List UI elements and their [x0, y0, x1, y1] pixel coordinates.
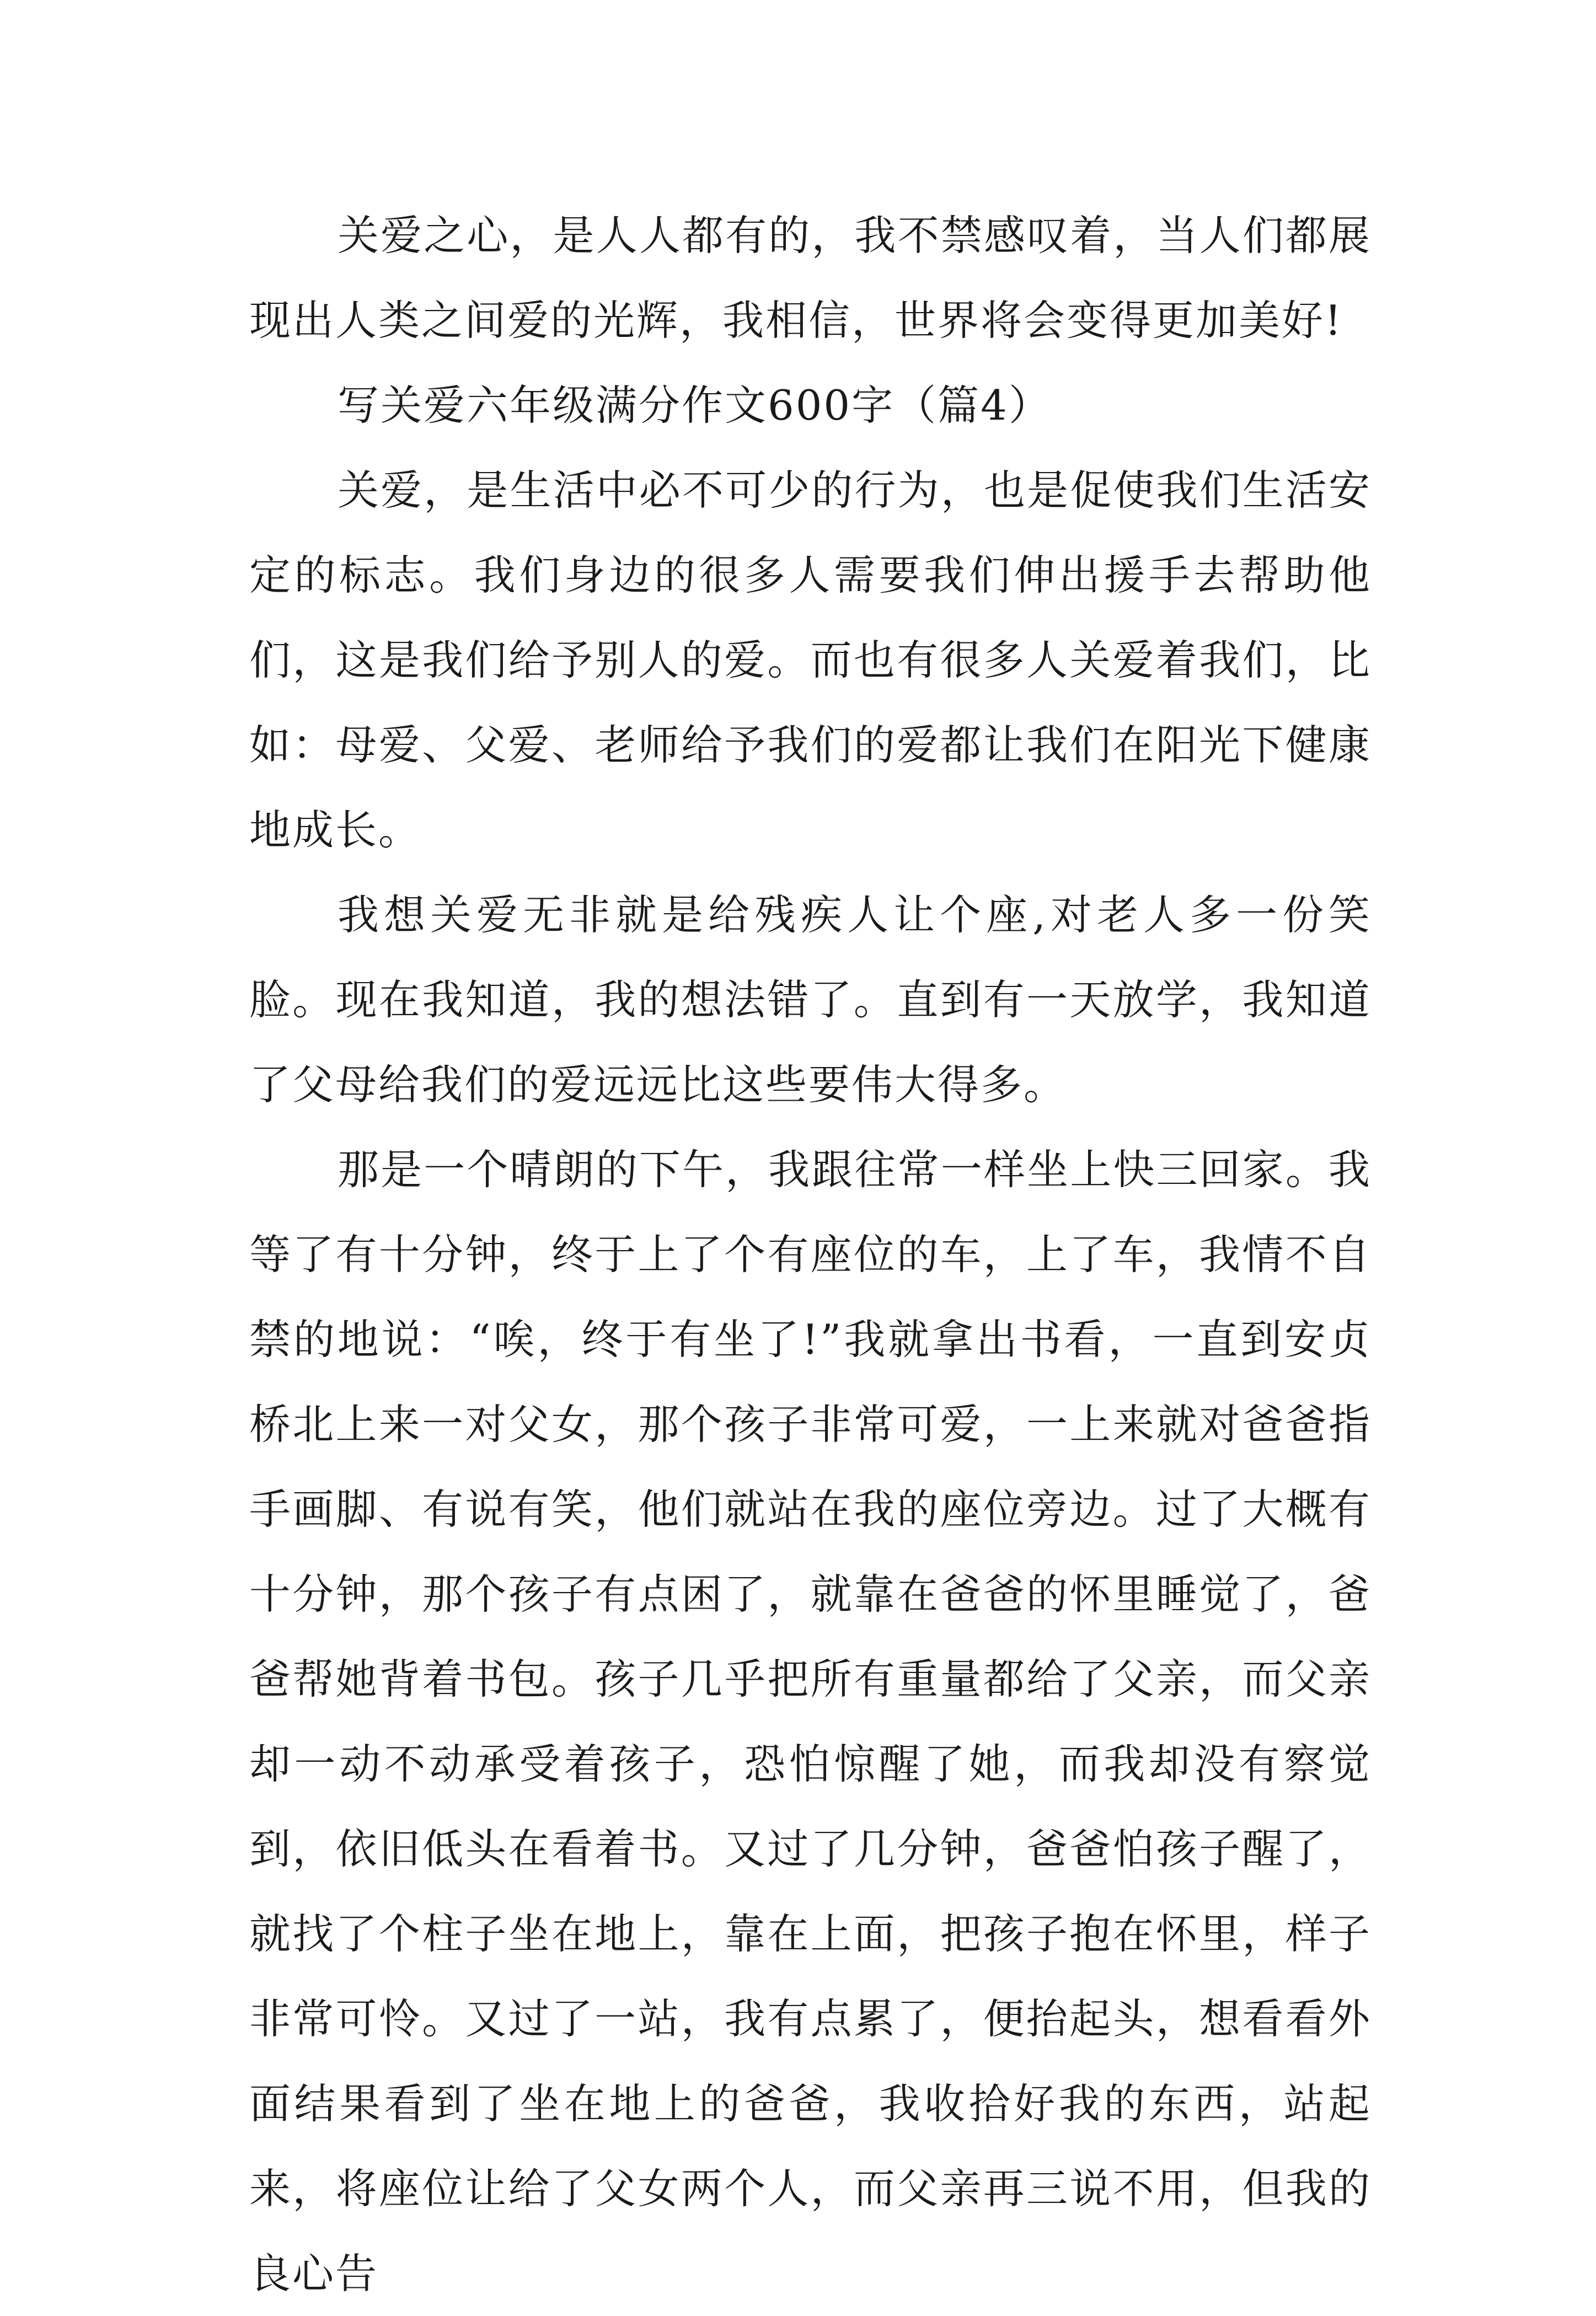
article-body: [249, 193, 1372, 2316]
paragraph-closing-remark: 关爱之心，是人人都有的，我不禁感叹着，当人们都展现出人类之间爱的光辉，我相信，世界将会变得更加美好!: [249, 211, 1372, 345]
paragraph-reflection: 我想关爱无非就是给残疾人让个座,对老人多一份笑脸。现在我知道，我的想法错了。直到有一天放学，我知道了父母给我们的爱远远比这些要伟大得多。: [249, 891, 1372, 1109]
paragraph-story: 那是一个晴朗的下午，我跟往常一样坐上快三回家。我等了有十分钟，终于上了个有座位的车，上了车，我情不自禁的地说：“唉，终于有坐了!”我就拿出书看，一直到安贞桥北上来一对父女，那个孩子非常可爱，一上来就对爸爸指手画脚、有说有笑，他们就站在我的座位旁边。过了大概有十分钟，那个孩子有点困了，就靠在爸爸的怀里睡觉了，爸爸帮她背着书包。孩子几乎把所有重量都给了父亲，而父亲却一动不动承受着孩子，恐怕惊醒了她，而我却没有察觉到，依旧低头在看着书。又过了几分钟，爸爸怕孩子醒了，就找了个柱子坐在地上，靠在上面，把孩子抱在怀里，样子非常可怜。又过了一站，我有点累了，便抬起头，想看看外面结果看到了坐在地上的爸爸，我收拾好我的东西，站起来，将座位让给了父女两个人，而父亲再三说不用，但我的良心告: [249, 1145, 1372, 2298]
section-heading: 写关爱六年级满分作文600字（篇4）: [338, 381, 1052, 430]
paragraph-intro: 关爱，是生活中必不可少的行为，也是促使我们生活安定的标志。我们身边的很多人需要我们伸出援手去帮助他们，这是我们给予别人的爱。而也有很多人关爱着我们，比如：母爱、父爱、老师给予我们的爱都让我们在阳光下健康地成长。: [249, 466, 1372, 854]
